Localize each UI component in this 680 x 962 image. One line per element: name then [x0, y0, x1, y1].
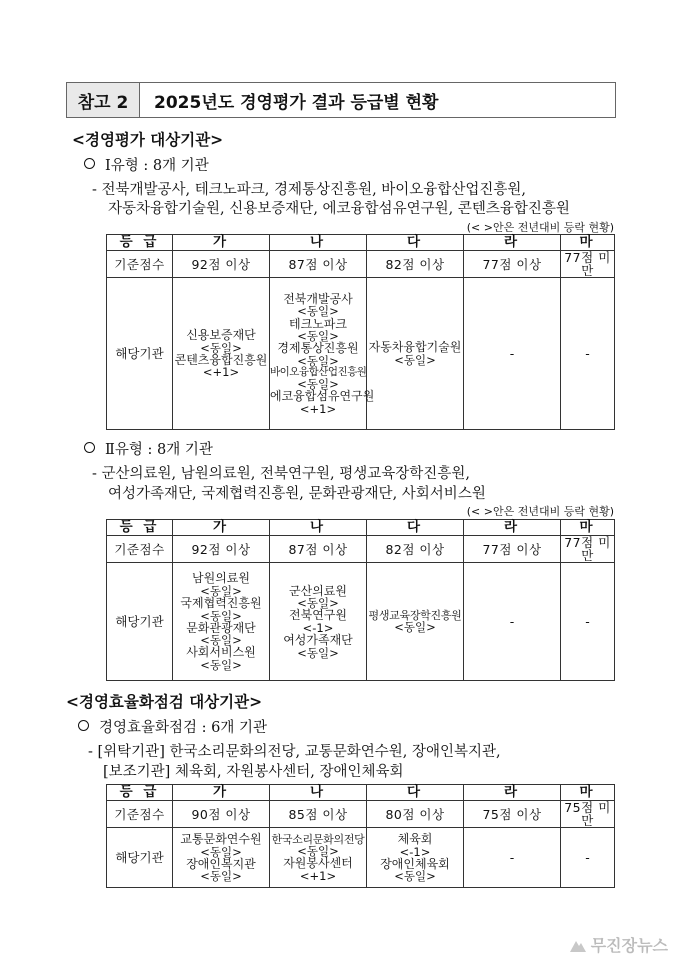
agency-change: <동일> [200, 658, 242, 672]
agency-row [107, 563, 615, 681]
agencies-ga [173, 828, 270, 888]
score-ga: 92점 이상 [173, 536, 270, 563]
score-da: 80점 이상 [367, 801, 464, 828]
agency-name: 한국소리문화의전당 [271, 832, 365, 846]
score-row [107, 251, 615, 278]
grade-header-row [107, 235, 615, 251]
agency-name: 문화관광재단 [186, 620, 256, 635]
section2-title: 경영효율화점검 : 6개 기관 [99, 720, 268, 736]
agency-change: <동일> [394, 869, 436, 884]
agencies-ma: - [561, 278, 615, 430]
type1-title-line [84, 154, 209, 175]
agencies-ra: - [464, 563, 561, 681]
agencies-da [367, 828, 464, 888]
agency-change: <-1> [399, 844, 431, 859]
grade-header-row [107, 520, 615, 536]
grade-na: 나 [270, 520, 367, 536]
agency-name: 사회서비스원 [186, 645, 256, 660]
agency-row-label: 해당기관 [107, 828, 173, 888]
agency-change: <동일> [200, 584, 242, 599]
score-row [107, 801, 615, 828]
score-ga: 90점 이상 [173, 801, 270, 828]
grade-ga: 가 [173, 520, 270, 536]
agency-change: <동일> [297, 596, 339, 611]
agency-row [107, 828, 615, 888]
agency-name: 장애인체육회 [380, 856, 450, 871]
agency-change: <+1> [202, 365, 240, 380]
grade-da: 다 [367, 235, 464, 251]
agencies-na [270, 563, 367, 681]
score-header: 기준점수 [107, 251, 173, 278]
agency-row-label: 해당기관 [107, 563, 173, 681]
agency-name: 에코융합섬유연구원 [270, 388, 375, 403]
agency-name: 테크노파크 [289, 316, 347, 331]
watermark-text: 무진장뉴스 [590, 936, 668, 955]
agency-change: <동일> [297, 844, 339, 859]
agency-name: 자원봉사센터 [283, 856, 353, 871]
agency-change: <동일> [394, 620, 436, 635]
agency-name: 남원의료원 [192, 571, 250, 586]
efficiency-grade-table [106, 784, 615, 888]
agency-change: <+1> [299, 868, 337, 883]
grade-ga: 가 [173, 785, 270, 801]
agency-change: <동일> [200, 633, 242, 648]
type1-title: Ⅰ유형 : 8개 기관 [105, 158, 209, 174]
grade-header: 등 급 [107, 520, 173, 536]
agency-change: <동일> [297, 645, 339, 660]
title-box [66, 82, 616, 118]
score-row [107, 536, 615, 563]
agency-name: 장애인복지관 [186, 856, 256, 871]
score-na: 85점 이상 [270, 801, 367, 828]
agency-name: 전북연구원 [289, 608, 347, 623]
agency-change: <동일> [297, 353, 339, 368]
agency-change: <-1> [302, 621, 334, 636]
grade-header: 등 급 [107, 235, 173, 251]
section1-heading: <경영평가 대상기관> [72, 130, 224, 149]
agency-row-label: 해당기관 [107, 278, 173, 430]
section2-list-line1: - [위탁기관] 한국소리문화의전당, 교통문화연수원, 장애인복지관, [88, 744, 501, 760]
circle-bullet-icon [84, 158, 95, 169]
grade-ma: 마 [561, 785, 615, 801]
score-ma: 75점 미만 [561, 801, 615, 828]
grade-ma: 마 [561, 235, 615, 251]
agency-change: <동일> [297, 376, 339, 391]
circle-bullet-icon [78, 720, 89, 731]
score-header: 기준점수 [107, 536, 173, 563]
agencies-na [270, 828, 367, 888]
agency-name: 여성가족재단 [283, 633, 353, 648]
mountain-logo-icon [569, 937, 587, 953]
grade-header-row [107, 785, 615, 801]
grade-ra: 라 [464, 520, 561, 536]
score-ga: 92점 이상 [173, 251, 270, 278]
agency-name: 국제협력진흥원 [180, 596, 262, 611]
page-title: 2025년도 경영평가 결과 등급별 현황 [154, 92, 439, 113]
agency-change: <동일> [297, 329, 339, 344]
agency-name: 체육회 [397, 832, 433, 847]
score-na: 87점 이상 [270, 251, 367, 278]
agencies-ga [173, 563, 270, 681]
section2-title-line [78, 716, 267, 737]
type1-list-line2: 자동차융합기술원, 신용보증재단, 에코융합섬유연구원, 콘텐츠융합진흥원 [108, 201, 570, 217]
type2-note: (< >안은 전년대비 등락 현황) [466, 505, 614, 518]
agency-change: <동일> [394, 353, 436, 368]
grade-ra: 라 [464, 785, 561, 801]
agency-name: 콘텐츠융합진흥원 [174, 352, 268, 367]
agencies-ra: - [464, 828, 561, 888]
score-ma: 77점 미만 [561, 251, 615, 278]
circle-bullet-icon [84, 442, 95, 453]
agency-name: 평생교육장학진흥원 [368, 608, 462, 622]
agency-name: 자동차융합기술원 [368, 340, 462, 355]
grade-na: 나 [270, 235, 367, 251]
type1-note: (< >안은 전년대비 등락 현황) [466, 221, 614, 234]
grade-ra: 라 [464, 235, 561, 251]
score-ra: 77점 이상 [464, 536, 561, 563]
agency-change: <동일> [200, 340, 242, 355]
watermark [569, 933, 668, 956]
grade-na: 나 [270, 785, 367, 801]
agency-change: <동일> [200, 844, 242, 859]
score-ra: 75점 이상 [464, 801, 561, 828]
score-da: 82점 이상 [367, 251, 464, 278]
agency-change: <+1> [299, 401, 337, 416]
section2-heading: <경영효율화점검 대상기관> [66, 692, 263, 711]
agencies-ma: - [561, 828, 615, 888]
grade-da: 다 [367, 785, 464, 801]
grade-da: 다 [367, 520, 464, 536]
type1-list-line1: - 전북개발공사, 테크노파크, 경제통상진흥원, 바이오융합산업진흥원, [92, 182, 526, 198]
grade-ma: 마 [561, 520, 615, 536]
grade-header: 등 급 [107, 785, 173, 801]
type2-title-line [84, 438, 213, 459]
agencies-ga [173, 278, 270, 430]
agency-row [107, 278, 615, 430]
type2-title: Ⅱ유형 : 8개 기관 [105, 442, 213, 458]
agency-name: 신용보증재단 [186, 328, 256, 343]
agency-name: 교통문화연수원 [180, 832, 262, 847]
agency-name: 군산의료원 [289, 583, 347, 598]
agency-name: 경제통상진흥원 [277, 341, 359, 356]
agency-name: 전북개발공사 [283, 291, 353, 306]
type2-list-line1: - 군산의료원, 남원의료원, 전북연구원, 평생교육장학진흥원, [92, 466, 470, 482]
score-ra: 77점 이상 [464, 251, 561, 278]
agencies-na [270, 278, 375, 430]
agency-change: <동일> [297, 304, 339, 319]
score-header: 기준점수 [107, 801, 173, 828]
grade-ga: 가 [173, 235, 270, 251]
type2-list-line2: 여성가족재단, 국제협력진흥원, 문화관광재단, 사회서비스원 [108, 486, 486, 502]
agency-change: <동일> [200, 608, 242, 623]
type1-grade-table [106, 234, 615, 430]
agency-name: 바이오융합산업진흥원 [270, 365, 367, 378]
score-na: 87점 이상 [270, 536, 367, 563]
agencies-ra: - [464, 278, 561, 430]
type2-grade-table [106, 519, 615, 681]
section2-list-line2: [보조기관] 체육회, 자원봉사센터, 장애인체육회 [103, 764, 404, 780]
agencies-da [367, 278, 464, 430]
score-ma: 77점 미만 [561, 536, 615, 563]
agency-change: <동일> [200, 869, 242, 884]
agencies-ma: - [561, 563, 615, 681]
agencies-da [367, 563, 464, 681]
score-da: 82점 이상 [367, 536, 464, 563]
reference-tag: 참고 2 [67, 83, 140, 117]
